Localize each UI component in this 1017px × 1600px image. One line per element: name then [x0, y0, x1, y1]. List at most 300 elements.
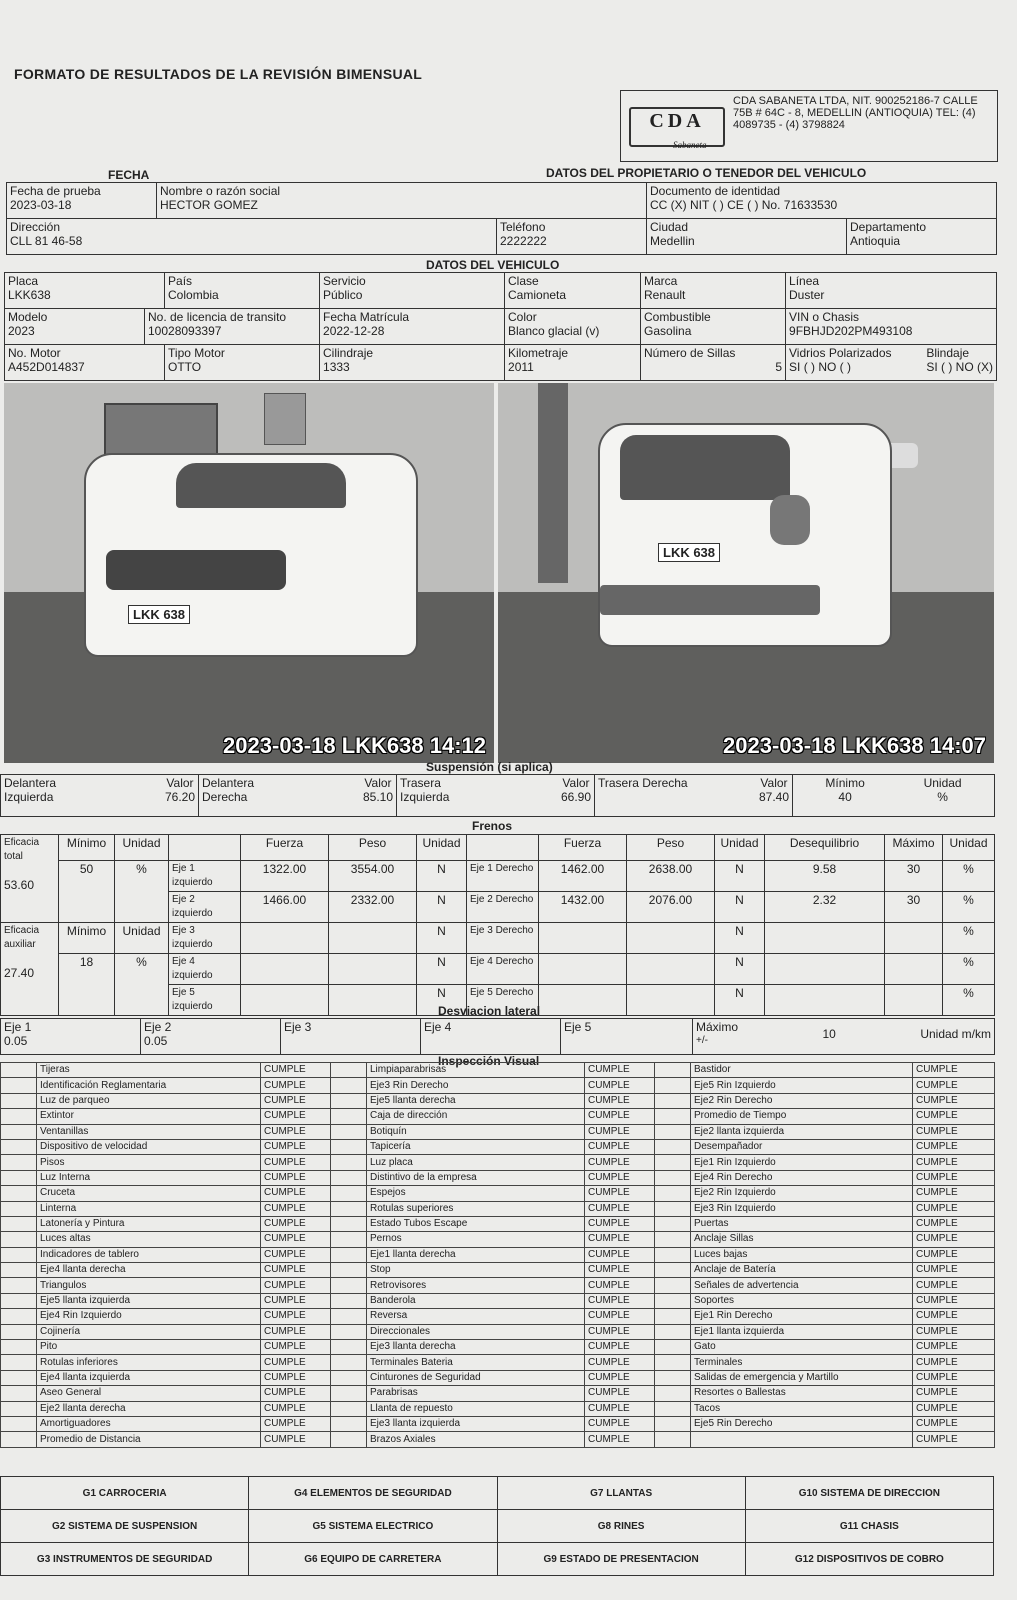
suspension-title: Suspensión (si aplica) — [426, 760, 553, 774]
table-row — [1, 1432, 995, 1447]
der-fuerza-label: Fuerza — [539, 835, 627, 861]
inspection-result: CUMPLE — [585, 1386, 655, 1401]
der-eje2-fuerza: 1432.00 — [539, 892, 627, 923]
inspection-result: CUMPLE — [913, 1216, 995, 1231]
inspection-result: CUMPLE — [585, 1324, 655, 1339]
inspection-item: Rotulas inferiores — [37, 1355, 261, 1370]
inspection-result: CUMPLE — [585, 1093, 655, 1108]
susp-di-cell: Delantera Izquierda Valor 76.20 — [1, 775, 199, 817]
group-label: G8 RINES — [497, 1510, 745, 1543]
table-row — [1, 1247, 995, 1262]
susp-dd-cell: Delantera Derecha Valor 85.10 — [199, 775, 397, 817]
inspection-result: CUMPLE — [913, 1293, 995, 1308]
inspection-item: Parabrisas — [367, 1386, 585, 1401]
front-photo — [4, 383, 494, 763]
inspection-result: CUMPLE — [913, 1124, 995, 1139]
inspection-result: CUMPLE — [585, 1370, 655, 1385]
inspection-item: Eje1 Rin Izquierdo — [691, 1155, 913, 1170]
inspection-item: Dispositivo de velocidad — [37, 1139, 261, 1154]
inspection-item: Espejos — [367, 1186, 585, 1201]
inspection-item: Luz de parqueo — [37, 1093, 261, 1108]
owner-section-title: DATOS DEL PROPIETARIO O TENEDOR DEL VEHICULO — [546, 166, 867, 180]
inspection-result: CUMPLE — [913, 1186, 995, 1201]
inspection-item: Rotulas superiores — [367, 1201, 585, 1216]
inspection-item: Eje3 Rin Izquierdo — [691, 1201, 913, 1216]
inspection-result: CUMPLE — [261, 1263, 331, 1278]
der-eje3-n: N — [715, 923, 765, 954]
inspection-item: Luces bajas — [691, 1247, 913, 1262]
inspection-result: CUMPLE — [585, 1170, 655, 1185]
inspection-result: CUMPLE — [913, 1324, 995, 1339]
table-row — [1, 1232, 995, 1247]
inspection-item: Promedio de Distancia — [37, 1432, 261, 1447]
inspection-result: CUMPLE — [261, 1093, 331, 1108]
table-row — [1, 1355, 995, 1370]
telefono-cell: Teléfono 2222222 — [497, 219, 647, 255]
inspection-item: Terminales Bateria — [367, 1355, 585, 1370]
inspection-item: Resortes o Ballestas — [691, 1386, 913, 1401]
inspection-result: CUMPLE — [585, 1416, 655, 1431]
inspection-item: Eje2 Rin Izquierdo — [691, 1186, 913, 1201]
inspection-item: Señales de advertencia — [691, 1278, 913, 1293]
table-row — [1, 1216, 995, 1231]
inspection-result: CUMPLE — [261, 1432, 331, 1447]
vin-cell: VIN o Chasis 9FBHJD202PM493108 — [786, 309, 997, 345]
izq-eje4-n: N — [417, 954, 467, 985]
inspection-item: Latonería y Pintura — [37, 1216, 261, 1231]
aux-min: 18 — [59, 954, 115, 1016]
suspension-table — [0, 774, 995, 817]
efic-unit-label: Unidad — [115, 835, 169, 861]
inspection-item: Banderola — [367, 1293, 585, 1308]
inspection-item: Bastidor — [691, 1063, 913, 1078]
inspection-item: Desempañador — [691, 1139, 913, 1154]
cda-logo: CDA Sabaneta — [629, 107, 725, 147]
frenos-title: Frenos — [472, 819, 513, 833]
group-label: G5 SISTEMA ELECTRICO — [249, 1510, 497, 1543]
der-peso-label: Peso — [627, 835, 715, 861]
izq-eje2-n: N — [417, 892, 467, 923]
inspection-result: CUMPLE — [913, 1247, 995, 1262]
front-car-shape — [84, 453, 418, 657]
inspection-item: Identificación Reglamentaria — [37, 1078, 261, 1093]
inspection-result: CUMPLE — [585, 1078, 655, 1093]
fecha-prueba-cell: Fecha de prueba 2023-03-18 — [7, 183, 157, 219]
deseq-eje2-unit: % — [943, 892, 995, 923]
deseq-eje1: 9.58 — [765, 861, 885, 892]
inspection-item: Eje5 Rin Derecho — [691, 1416, 913, 1431]
inspection-result: CUMPLE — [261, 1278, 331, 1293]
inspection-result: CUMPLE — [261, 1124, 331, 1139]
inspection-result: CUMPLE — [585, 1293, 655, 1308]
group-label: G2 SISTEMA DE SUSPENSION — [1, 1510, 249, 1543]
color-cell: Color Blanco glacial (v) — [505, 309, 641, 345]
der-eje4: Eje 4 Derecho — [467, 954, 539, 985]
aux-unit: % — [115, 954, 169, 1016]
sillas-cell: Número de Sillas 5 — [641, 345, 786, 381]
desv-eje1-cell: Eje 1 0.05 — [1, 1019, 141, 1055]
deseq-eje2: 2.32 — [765, 892, 885, 923]
deseq-label: Desequilibrio — [765, 835, 885, 861]
vehicle-section-title: DATOS DEL VEHICULO — [426, 258, 560, 272]
inspection-item: Luces altas — [37, 1232, 261, 1247]
modelo-cell: Modelo 2023 — [5, 309, 145, 345]
inspection-result: CUMPLE — [913, 1232, 995, 1247]
izq-eje5: Eje 5 izquierdo — [169, 985, 241, 1016]
der-eje1: Eje 1 Derecho — [467, 861, 539, 892]
inspection-item: Eje4 llanta derecha — [37, 1263, 261, 1278]
der-eje5: Eje 5 Derecho — [467, 985, 539, 1016]
direccion-cell: Dirección CLL 81 46-58 — [7, 219, 497, 255]
inspection-result: CUMPLE — [261, 1232, 331, 1247]
group-label: G10 SISTEMA DE DIRECCION — [745, 1477, 993, 1510]
inspection-result: CUMPLE — [585, 1201, 655, 1216]
efic-total-unit: % — [115, 861, 169, 923]
pais-cell: País Colombia — [165, 273, 320, 309]
table-row — [1, 1370, 995, 1385]
inspection-result: CUMPLE — [261, 1416, 331, 1431]
inspection-item: Eje4 Rin Izquierdo — [37, 1309, 261, 1324]
table-row — [1, 1063, 995, 1078]
cda-header-box — [620, 90, 998, 162]
table-row — [1, 1386, 995, 1401]
documento-cell: Documento de identidad CC (X) NIT ( ) CE ( ) No. 71633530 — [647, 183, 997, 219]
group-label: G4 ELEMENTOS DE SEGURIDAD — [249, 1477, 497, 1510]
km-cell: Kilometraje 2011 — [505, 345, 641, 381]
der-eje5-n: N — [715, 985, 765, 1016]
inspection-result: CUMPLE — [585, 1278, 655, 1293]
inspection-result: CUMPLE — [913, 1109, 995, 1124]
inspection-result: CUMPLE — [261, 1201, 331, 1216]
inspection-result: CUMPLE — [913, 1063, 995, 1078]
aux-unit-label: Unidad — [115, 923, 169, 954]
efic-total-min: 50 — [59, 861, 115, 923]
izq-eje2: Eje 2 izquierdo — [169, 892, 241, 923]
inspection-item: Pito — [37, 1340, 261, 1355]
inspection-result: CUMPLE — [913, 1386, 995, 1401]
inspection-result: CUMPLE — [261, 1324, 331, 1339]
tipo-motor-cell: Tipo Motor OTTO — [165, 345, 320, 381]
inspection-item: Eje4 Rin Derecho — [691, 1170, 913, 1185]
rear-photo — [498, 383, 994, 763]
table-row — [1, 1201, 995, 1216]
inspection-result: CUMPLE — [913, 1416, 995, 1431]
inspection-result: CUMPLE — [261, 1139, 331, 1154]
inspection-result: CUMPLE — [585, 1340, 655, 1355]
inspeccion-table — [0, 1062, 995, 1448]
inspection-result: CUMPLE — [261, 1340, 331, 1355]
inspection-result: CUMPLE — [585, 1124, 655, 1139]
table-row — [1, 1170, 995, 1185]
inspection-result: CUMPLE — [261, 1293, 331, 1308]
inspection-result: CUMPLE — [261, 1401, 331, 1416]
inspection-item — [691, 1432, 913, 1447]
inspection-item: Luz placa — [367, 1155, 585, 1170]
inspection-item: Eje2 llanta derecha — [37, 1401, 261, 1416]
inspection-result: CUMPLE — [913, 1340, 995, 1355]
vehicle-table — [4, 272, 997, 381]
table-row — [1, 1093, 995, 1108]
rear-plate: LKK 638 — [658, 543, 720, 562]
group-label: G9 ESTADO DE PRESENTACION — [497, 1543, 745, 1576]
deseq-eje1-unit: % — [943, 861, 995, 892]
inspection-result: CUMPLE — [585, 1263, 655, 1278]
inspection-result: CUMPLE — [585, 1155, 655, 1170]
inspection-result: CUMPLE — [261, 1386, 331, 1401]
izq-eje1-fuerza: 1322.00 — [241, 861, 329, 892]
izq-peso-label: Peso — [329, 835, 417, 861]
inspection-item: Caja de dirección — [367, 1109, 585, 1124]
vehicle-photos — [4, 383, 994, 763]
linea-cell: Línea Duster — [786, 273, 997, 309]
der-eje4-n: N — [715, 954, 765, 985]
inspection-result: CUMPLE — [261, 1355, 331, 1370]
inspection-item: Soportes — [691, 1293, 913, 1308]
inspection-item: Promedio de Tiempo — [691, 1109, 913, 1124]
group-label: G7 LLANTAS — [497, 1477, 745, 1510]
inspection-item: Cruceta — [37, 1186, 261, 1201]
inspection-result: CUMPLE — [585, 1139, 655, 1154]
inspection-item: Linterna — [37, 1201, 261, 1216]
izq-eje5-n: N — [417, 985, 467, 1016]
nombre-cell: Nombre o razón social HECTOR GOMEZ — [157, 183, 647, 219]
der-eje1-n: N — [715, 861, 765, 892]
der-eje1-peso: 2638.00 — [627, 861, 715, 892]
inspection-item: Retrovisores — [367, 1278, 585, 1293]
inspection-result: CUMPLE — [585, 1309, 655, 1324]
inspection-item: Eje3 llanta derecha — [367, 1340, 585, 1355]
inspection-item: Eje2 llanta izquierda — [691, 1124, 913, 1139]
inspection-item: Tijeras — [37, 1063, 261, 1078]
licencia-cell: No. de licencia de transito 10028093397 — [145, 309, 320, 345]
susp-ti-cell: Trasera Izquierda Valor 66.90 — [397, 775, 595, 817]
inspection-item: Anclaje Sillas — [691, 1232, 913, 1247]
table-row — [1, 1416, 995, 1431]
inspeccion-visual — [0, 1062, 994, 1448]
inspection-item: Botiquín — [367, 1124, 585, 1139]
inspection-item: Luz Interna — [37, 1170, 261, 1185]
inspection-result: CUMPLE — [261, 1186, 331, 1201]
inspection-item: Estado Tubos Escape — [367, 1216, 585, 1231]
table-row — [1, 1340, 995, 1355]
inspeccion-title: Inspección Visual — [438, 1054, 540, 1068]
inspection-result: CUMPLE — [585, 1186, 655, 1201]
deseq-eje4-unit: % — [943, 954, 995, 985]
table-row — [1, 1309, 995, 1324]
inspection-result: CUMPLE — [585, 1232, 655, 1247]
der-eje2-n: N — [715, 892, 765, 923]
table-row — [1, 1278, 995, 1293]
inspection-item: Cojinería — [37, 1324, 261, 1339]
izq-eje4: Eje 4 izquierdo — [169, 954, 241, 985]
group-label: G6 EQUIPO DE CARRETERA — [249, 1543, 497, 1576]
table-row — [1, 1186, 995, 1201]
group-label: G3 INSTRUMENTOS DE SEGURIDAD — [1, 1543, 249, 1576]
inspection-item: Indicadores de tablero — [37, 1247, 261, 1262]
desv-eje3-cell: Eje 3 — [281, 1019, 421, 1055]
vidrios-blindaje-cell: Vidrios Polarizados SI ( ) NO ( ) Blindaje SI ( ) NO (X) — [786, 345, 997, 381]
eficacia-total-cell: Eficacia total 53.60 — [1, 835, 59, 923]
inspection-item: Brazos Axiales — [367, 1432, 585, 1447]
inspection-item: Eje2 Rin Derecho — [691, 1093, 913, 1108]
izq-eje3: Eje 3 izquierdo — [169, 923, 241, 954]
inspection-item: Eje1 Rin Derecho — [691, 1309, 913, 1324]
inspection-item: Eje4 llanta izquierda — [37, 1370, 261, 1385]
der-eje1-fuerza: 1462.00 — [539, 861, 627, 892]
table-row — [1, 1324, 995, 1339]
inspection-item: Aseo General — [37, 1386, 261, 1401]
desv-eje5-cell: Eje 5 — [561, 1019, 693, 1055]
inspection-item: Triangulos — [37, 1278, 261, 1293]
group-label: G1 CARROCERIA — [1, 1477, 249, 1510]
deseq-unit-label: Unidad — [943, 835, 995, 861]
inspection-result: CUMPLE — [913, 1201, 995, 1216]
inspection-result: CUMPLE — [585, 1401, 655, 1416]
aux-min-label: Mínimo — [59, 923, 115, 954]
inspection-item: Limpiaparabrisas — [367, 1063, 585, 1078]
servicio-cell: Servicio Público — [320, 273, 505, 309]
max-eje1: 30 — [885, 861, 943, 892]
inspection-result: CUMPLE — [585, 1355, 655, 1370]
table-row — [1, 1124, 995, 1139]
inspection-result: CUMPLE — [913, 1078, 995, 1093]
desv-maximo-cell: Máximo +/- 10 Unidad m/km — [693, 1019, 995, 1055]
inspection-item: Stop — [367, 1263, 585, 1278]
inspection-result: CUMPLE — [261, 1109, 331, 1124]
inspection-result: CUMPLE — [913, 1355, 995, 1370]
izq-fuerza-label: Fuerza — [241, 835, 329, 861]
inspection-item: Eje5 llanta derecha — [367, 1093, 585, 1108]
inspection-item: Distintivo de la empresa — [367, 1170, 585, 1185]
susp-minimo-cell: Mínimo 40 Unidad % — [793, 775, 995, 817]
inspection-item: Anclaje de Batería — [691, 1263, 913, 1278]
inspection-result: CUMPLE — [261, 1309, 331, 1324]
table-row — [1, 1109, 995, 1124]
izq-eje1: Eje 1 izquierdo — [169, 861, 241, 892]
inspection-item: Eje3 Rin Derecho — [367, 1078, 585, 1093]
rear-photo-timestamp: 2023-03-18 LKK638 14:07 — [723, 733, 986, 758]
inspection-result: CUMPLE — [913, 1401, 995, 1416]
inspection-result: CUMPLE — [913, 1155, 995, 1170]
group-label: G11 CHASIS — [745, 1510, 993, 1543]
der-unidad-label: Unidad — [715, 835, 765, 861]
inspection-item: Puertas — [691, 1216, 913, 1231]
placa-cell: Placa LKK638 — [5, 273, 165, 309]
inspection-item: Eje3 llanta izquierda — [367, 1416, 585, 1431]
table-row — [1, 1293, 995, 1308]
inspection-result: CUMPLE — [585, 1063, 655, 1078]
izq-eje1-n: N — [417, 861, 467, 892]
izq-eje3-n: N — [417, 923, 467, 954]
inspection-item: Tapicería — [367, 1139, 585, 1154]
izq-eje1-peso: 3554.00 — [329, 861, 417, 892]
inspection-result: CUMPLE — [261, 1170, 331, 1185]
efic-min-label: Mínimo — [59, 835, 115, 861]
inspection-result: CUMPLE — [913, 1139, 995, 1154]
deseq-eje3-unit: % — [943, 923, 995, 954]
inspection-result: CUMPLE — [585, 1216, 655, 1231]
inspection-result: CUMPLE — [585, 1432, 655, 1447]
inspection-item: Llanta de repuesto — [367, 1401, 585, 1416]
inspection-result: CUMPLE — [913, 1370, 995, 1385]
inspection-item: Terminales — [691, 1355, 913, 1370]
document-title: FORMATO DE RESULTADOS DE LA REVISIÓN BIMENSUAL — [14, 66, 423, 82]
desv-eje4-cell: Eje 4 — [421, 1019, 561, 1055]
inspection-result: CUMPLE — [913, 1278, 995, 1293]
inspection-item: Pernos — [367, 1232, 585, 1247]
inspection-item: Pisos — [37, 1155, 261, 1170]
inspection-result: CUMPLE — [261, 1370, 331, 1385]
inspection-result: CUMPLE — [585, 1109, 655, 1124]
izq-eje2-peso: 2332.00 — [329, 892, 417, 923]
inspection-result: CUMPLE — [261, 1155, 331, 1170]
combustible-cell: Combustible Gasolina — [641, 309, 786, 345]
inspection-item: Tacos — [691, 1401, 913, 1416]
max-eje2: 30 — [885, 892, 943, 923]
inspection-item: Extintor — [37, 1109, 261, 1124]
table-row — [1, 1263, 995, 1278]
inspection-item: Eje5 Rin Izquierdo — [691, 1078, 913, 1093]
inspection-item: Salidas de emergencia y Martillo — [691, 1370, 913, 1385]
inspection-result: CUMPLE — [913, 1309, 995, 1324]
table-row — [1, 1139, 995, 1154]
owner-table — [6, 182, 997, 255]
departamento-cell: Departamento Antioquia — [847, 219, 997, 255]
inspection-result: CUMPLE — [913, 1170, 995, 1185]
eficacia-aux-cell: Eficacia auxiliar 27.40 — [1, 923, 59, 1016]
clase-cell: Clase Camioneta — [505, 273, 641, 309]
inspection-result: CUMPLE — [913, 1093, 995, 1108]
frenos-table — [0, 834, 995, 1016]
desviacion-title: Desviacion lateral — [438, 1004, 541, 1018]
inspection-item: Gato — [691, 1340, 913, 1355]
inspection-item: Eje1 llanta derecha — [367, 1247, 585, 1262]
deseq-eje5-unit: % — [943, 985, 995, 1016]
izq-unidad-label: Unidad — [417, 835, 467, 861]
inspection-result: CUMPLE — [261, 1063, 331, 1078]
cda-info: CDA SABANETA LTDA, NIT. 900252186-7 CALLE 75B # 64C - 8, MEDELLIN (ANTIOQUIA) TEL: (4) 4089735 - (4) 3798824 — [733, 95, 978, 131]
inspection-result: CUMPLE — [261, 1078, 331, 1093]
desviacion-table — [0, 1018, 995, 1055]
inspection-result: CUMPLE — [261, 1216, 331, 1231]
desv-eje2-cell: Eje 2 0.05 — [141, 1019, 281, 1055]
matricula-cell: Fecha Matrícula 2022-12-28 — [320, 309, 505, 345]
table-row — [1, 1401, 995, 1416]
izq-eje2-fuerza: 1466.00 — [241, 892, 329, 923]
group-label: G12 DISPOSITIVOS DE COBRO — [745, 1543, 993, 1576]
inspection-item: Direccionales — [367, 1324, 585, 1339]
front-plate: LKK 638 — [128, 605, 190, 624]
max-label: Máximo — [885, 835, 943, 861]
inspection-item: Eje1 llanta izquierda — [691, 1324, 913, 1339]
front-photo-timestamp: 2023-03-18 LKK638 14:12 — [223, 733, 486, 758]
inspection-item: Amortiguadores — [37, 1416, 261, 1431]
inspection-item: Ventanillas — [37, 1124, 261, 1139]
susp-td-cell: Trasera Derecha Valor 87.40 — [595, 775, 793, 817]
inspection-result: CUMPLE — [913, 1263, 995, 1278]
inspection-item: Eje5 llanta izquierda — [37, 1293, 261, 1308]
inspection-item: Reversa — [367, 1309, 585, 1324]
inspection-item: Cinturones de Seguridad — [367, 1370, 585, 1385]
der-eje2-peso: 2076.00 — [627, 892, 715, 923]
der-eje2: Eje 2 Derecho — [467, 892, 539, 923]
motor-cell: No. Motor A452D014837 — [5, 345, 165, 381]
fecha-header: FECHA — [108, 168, 150, 182]
marca-cell: Marca Renault — [641, 273, 786, 309]
inspection-result: CUMPLE — [585, 1247, 655, 1262]
der-eje3: Eje 3 Derecho — [467, 923, 539, 954]
rear-car-shape — [598, 423, 892, 647]
